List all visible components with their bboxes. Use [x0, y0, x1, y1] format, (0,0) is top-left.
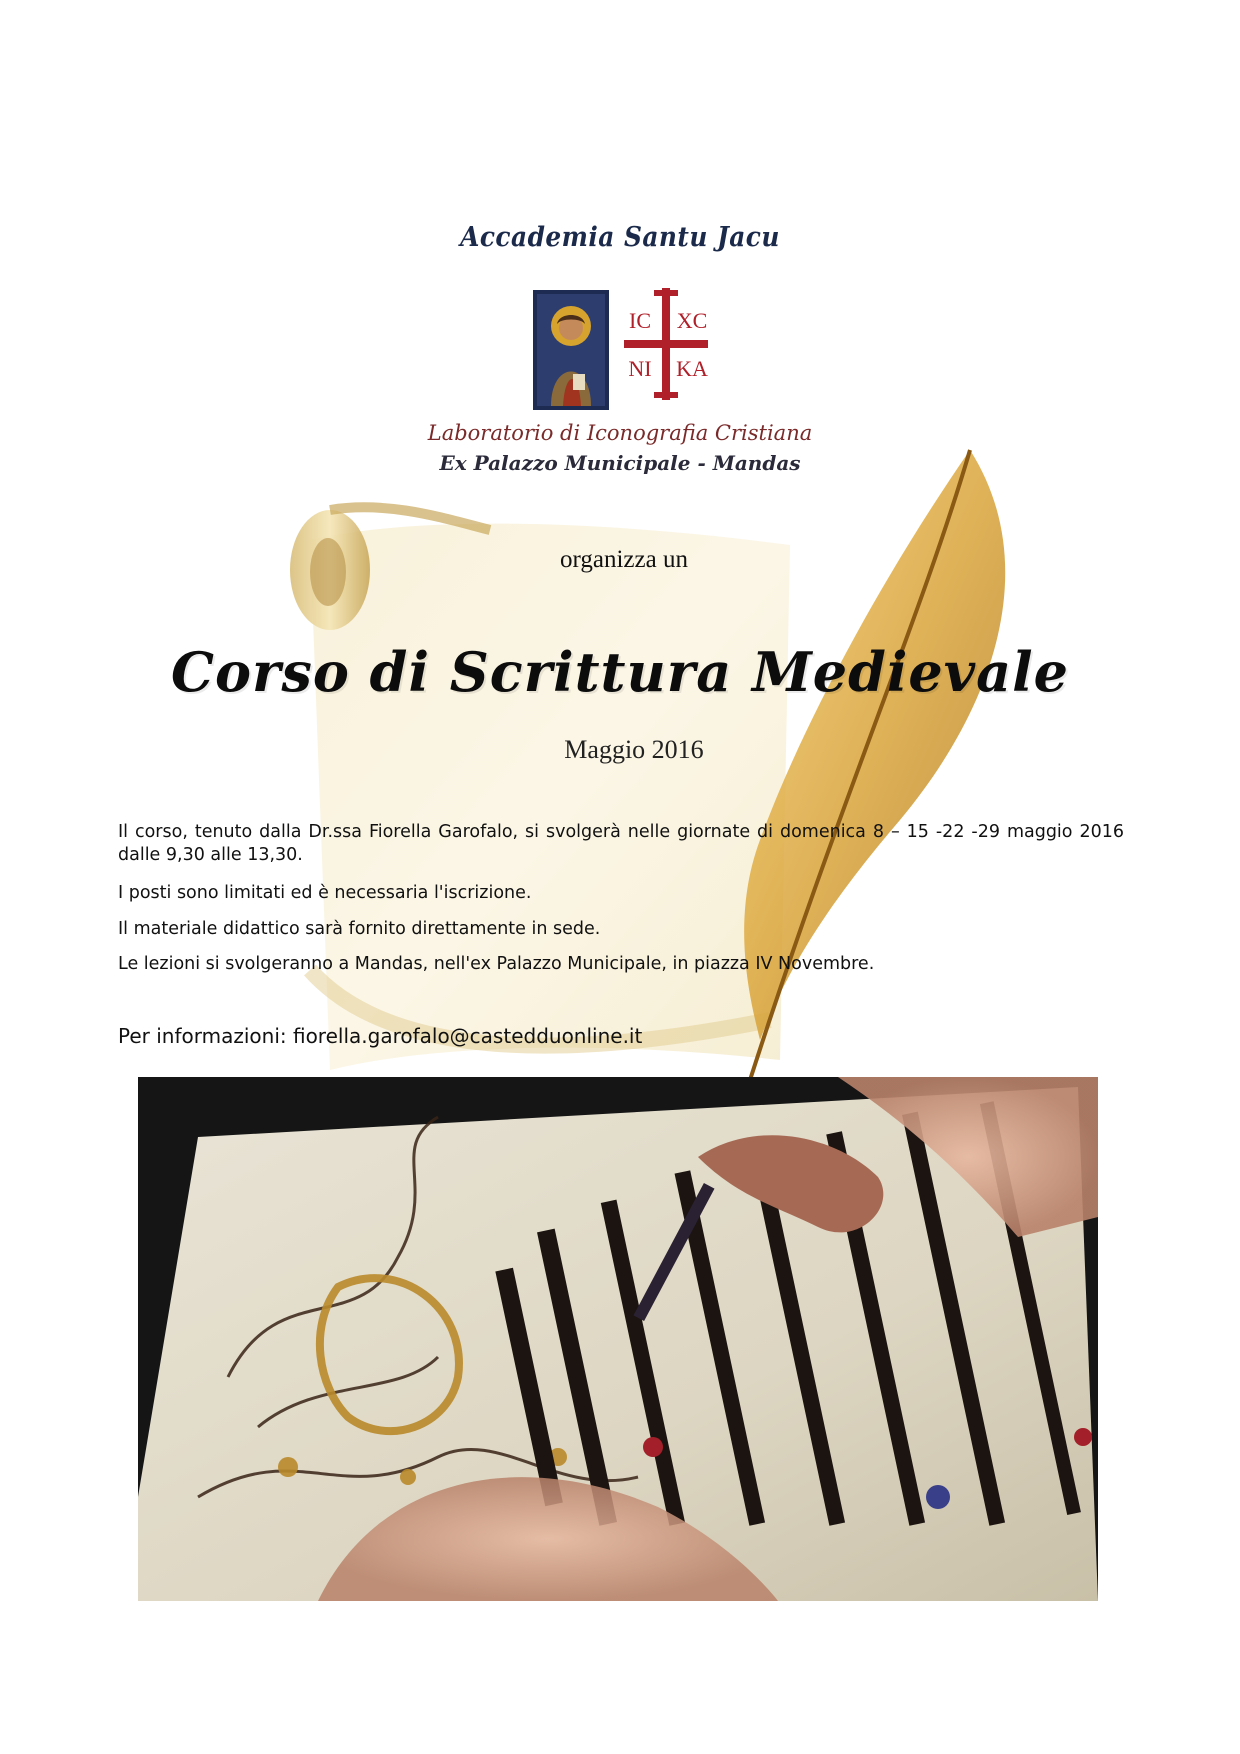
location-paragraph: Le lezioni si svolgeranno a Mandas, nell'ex Palazzo Municipale, in piazza IV Novembre. [118, 954, 875, 974]
intro-text: organizza un [560, 546, 688, 573]
quill-feather-icon [640, 440, 1040, 1100]
contact-info: Per informazioni: fiorella.garofalo@castedduonline.it [118, 1024, 643, 1048]
cross-letters-ni: NI [628, 356, 652, 381]
course-details-paragraph: Il corso, tenuto dalla Dr.ssa Fiorella Garofalo, si svolgerà nelle giornate di domenica 8 – 15 -22 -29 maggio 2016 dalle 9,30 alle 13,30. [118, 822, 1124, 865]
course-date: Maggio 2016 [564, 735, 704, 764]
seats-paragraph: I posti sono limitati ed è necessaria l'iscrizione. [118, 883, 532, 903]
cross-letters-ka: KA [676, 356, 708, 381]
materials-paragraph: Il materiale didattico sarà fornito direttamente in sede. [118, 919, 601, 939]
manuscript-photo [138, 1077, 1098, 1601]
course-title: Corso di Scrittura Medievale [171, 640, 1069, 704]
organization-name: Accademia Santu Jacu [460, 222, 780, 253]
saint-icon-painting [533, 290, 609, 410]
cross-letters-ic: IC [629, 308, 651, 333]
cross-letters-xc: XC [676, 308, 708, 333]
laboratory-location: Ex Palazzo Municipale - Mandas [439, 451, 801, 475]
laboratory-name: Laboratorio di Iconografia Cristiana [427, 421, 813, 445]
ic-xc-nika-cross-icon [618, 288, 714, 400]
